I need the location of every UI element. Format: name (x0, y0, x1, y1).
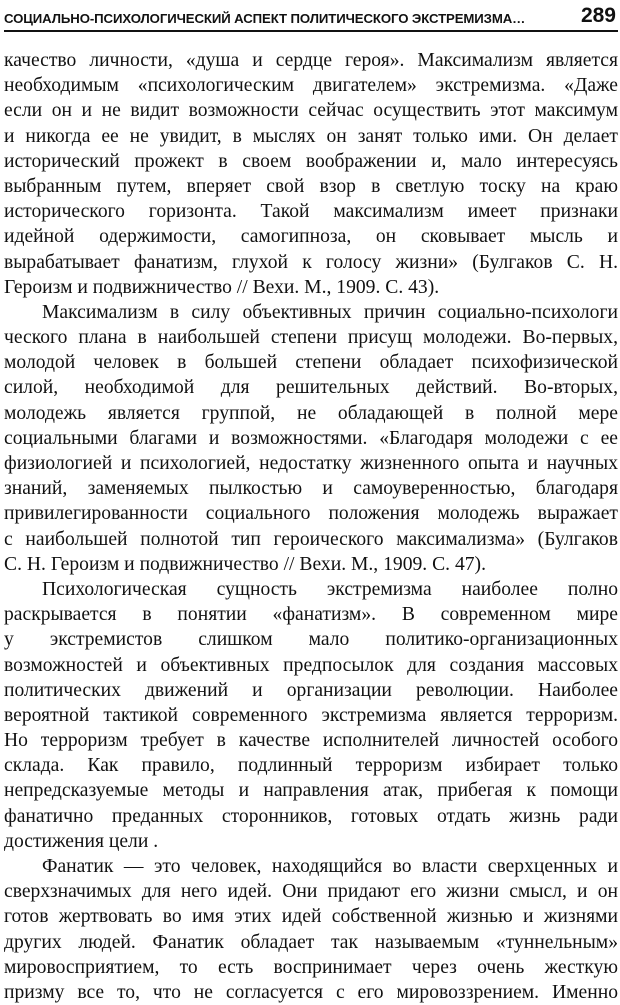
paragraph-4-line-6: призму все то, что не согласуется с его мировоззрением. Именно (4, 981, 618, 1003)
paragraph-4-line-3: готов жертвовать во имя этих идей собственной жизнью и жизнями (4, 906, 618, 928)
paragraph-1-line-10: Героизм и подвижничество // Вехи. М., 1909. С. 43). (4, 276, 440, 298)
paragraph-1-line-7: исторического горизонта. Такой максимализм имеет признаки (4, 201, 618, 223)
paragraph-1-line-2: необходимым «психологическим двигателем» экстремизма. «Даже (4, 75, 618, 97)
paragraph-1-line-4: и никогда ее не увидит, в мыслях он занят только ими. Он делает (4, 125, 618, 147)
paragraph-2-line-3: молодой человек в большей степени обладает психофизической (4, 352, 618, 374)
paragraph-2-line-10: с наибольшей полнотой тип героического максимализма» (Булгаков (4, 528, 618, 550)
body-text (4, 48, 618, 1005)
paragraph-4-line-4: других людей. Фанатик обладает так называемым «туннельным» (4, 931, 618, 953)
paragraph-3-line-11: достижения цели . (4, 830, 159, 852)
paragraph-3-line-1: Психологическая сущность экстремизма наиболее полно (42, 578, 618, 600)
paragraph-2-line-6: социальными благами и возможностями. «Благодаря молодежи с ее (4, 427, 618, 449)
paragraph-1-line-1: качество личности, «душа и сердце героя». Максимализм является (4, 50, 618, 71)
paragraph-3-line-5: политических движений и организации революции. Наиболее (4, 679, 618, 701)
running-head (4, 2, 616, 26)
paragraph-3-line-6: вероятной тактикой современного экстремизма является терроризм. (4, 704, 618, 726)
paragraph-2-line-5: молодежь является группой, не обладающей в полной мере (4, 402, 618, 424)
paragraph-3-line-10: фанатично преданных сторонников, готовых отдать жизнь ради (4, 805, 618, 827)
paragraph-3-line-9: непредсказуемые методы и направления атак, прибегая к помощи (4, 780, 618, 802)
paragraph-1-line-5: исторический прожект в своем воображении и, мало интересуясь (4, 150, 618, 172)
paragraph-3-line-7: Но терроризм требует в качестве исполнителей личностей особого (4, 730, 618, 752)
paragraph-2-line-8: знаний, заменяемых пылкостью и самоуверенностью, благодаря (4, 478, 618, 500)
running-title: СОЦИАЛЬНО-ПСИХОЛОГИЧЕСКИЙ АСПЕКТ ПОЛИТИЧЕСКОГО ЭКСТРЕМИЗМА… (4, 11, 526, 26)
paragraph-4-line-1: Фанатик — это человек, находящийся во власти сверхценных и (42, 856, 618, 877)
paragraph-3-line-3: у экстремистов слишком мало политико-организационных (4, 629, 618, 651)
paragraph-4-line-2: сверхзначимых для него идей. Они придают его жизни смысл, и он (4, 881, 618, 903)
paragraph-1-line-3: если он и не видит возможности сейчас осуществить этот максимум (4, 100, 618, 122)
paragraph-2-line-4: силой, необходимой для решительных действий. Во-вторых, (4, 377, 618, 399)
paragraph-1-line-8: идейной одержимости, самогипноза, он сковывает мысль и (4, 226, 618, 248)
paragraph-3-line-8: склада. Как правило, подлинный терроризм избирает только (4, 755, 618, 777)
paragraph-1-line-9: вырабатывает фанатизм, глухой к голосу жизни» (Булгаков С. Н. (4, 251, 618, 273)
paragraph-2-line-9: привилегированности социального положения молодежь выражает (4, 503, 618, 525)
paragraph-2-line-1: Максимализм в силу объективных причин социально-психологи (42, 301, 618, 323)
header-rule (4, 30, 618, 32)
paragraph-4-line-5: мировосприятием, то есть воспринимает через очень жесткую (4, 956, 618, 978)
paragraph-2-line-11: С. Н. Героизм и подвижничество // Вехи. М., 1909. С. 47). (4, 553, 486, 575)
paragraph-3-line-2: раскрывается в понятии «фанатизм». В современном мире (4, 604, 618, 626)
paragraph-1-line-6: выбранным путем, вперяет свой взор в светлую тоску на краю (4, 175, 618, 197)
page-number: 289 (580, 4, 616, 27)
paragraph-3-line-4: возможностей и объективных предпосылок для создания массовых (4, 654, 618, 676)
paragraph-2-line-2: ческого плана в наибольшей степени присущ молодежи. Во-первых, (4, 327, 618, 349)
paragraph-2-line-7: физиологией и психологией, недостатку жизненного опыта и научных (4, 453, 618, 474)
